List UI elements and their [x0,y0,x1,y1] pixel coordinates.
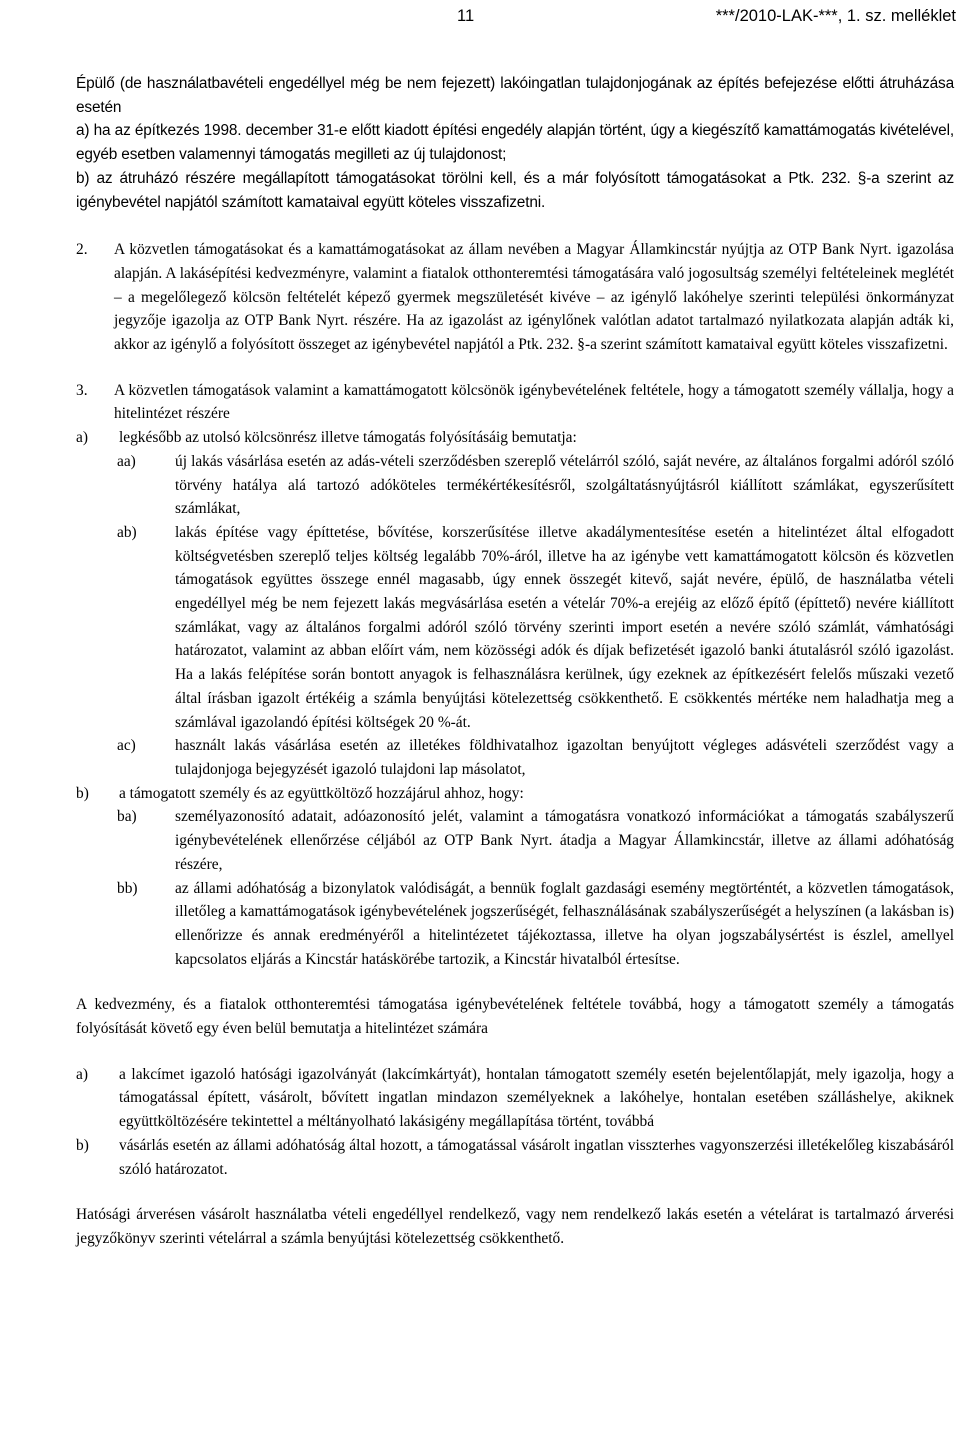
section-3-item-ab [76,521,954,734]
item-text: új lakás vásárlása esetén az adás-vételi szerződésben szereplő vételárról szóló, saját nevére, az általános forgalmi adóról szóló törvény hatálya alá tartozó adóköteles termékértékesítésről, szolgáltatásnyújtásról kiállított számlákat, egyszerűsített számlákat, [175,452,954,518]
section-3-item-bb [76,877,954,972]
item-label: a) [76,1065,88,1083]
item-label: a) [76,429,88,447]
item-text: legkésőbb az utolsó kölcsönrész illetve támogatás folyósításáig bemutatja: [119,429,577,447]
kedvezmeny-paragraph: A kedvezmény, és a fiatalok otthonteremtési támogatása igénybevételének feltétele továbbá, hogy a támogatott személy a támogatás folyósítását követő egy éven belül bemutatja a hitelintézet számára [76,996,954,1038]
intro-item-a: a) ha az építkezés 1998. december 31-e előtt kiadott építési engedély alapján történt, úgy a kiegészítő kamattámogatás kivételével, egyéb esetben valamennyi támogatás megilleti az új tulajdonost; [76,122,954,164]
section-3 [76,379,954,972]
item-label: b) [76,784,89,802]
item-text: az állami adóhatóság a bizonylatok valódiságát, a bennük foglalt gazdasági esemény megtörténtét, a közvetlen támogatások, illetőleg a kamattámogatások igénybevételének jogszerűségét, felhasználásának szabályszerűségét a helyszínen (a lakásban is) ellenőrizze és annak eredményéről a hitelintézetet tájékoztassa, illetve ha olyan jogszabálysértést is észlel, amellyel kapcsolatos eljárás a Kincstár hatáskörébe tartozik, a Kincstár hivatalból értesítse. [175,879,954,968]
intro-paragraph: Épülő (de használatbavételi engedéllyel még be nem fejezett) lakóingatlan tulajdonjogának az építés befejezése előtti átruházása esetén [76,75,954,116]
item-label: ba) [117,808,137,826]
intro-section [76,72,954,214]
hatosagi-paragraph: Hatósági árverésen vásárolt használatba vételi engedéllyel rendelkező, vagy nem rendelkező lakás esetén a vételárat is tartalmazó árverési jegyzőkönyv szerinti vételárral a számla benyújtási kötelezettség csökkenthető. [76,1206,954,1247]
item-label: ac) [117,737,136,755]
kedvezmeny-item-b [76,1134,954,1181]
intro-item-b: b) az átruházó részére megállapított támogatásokat törölni kell, és a már folyósított támogatásokat a Ptk. 232. §-a szerint az igénybevétel napjától számított kamataival együtt köteles visszafizetni. [76,169,954,211]
item-label: b) [76,1136,89,1154]
kedvezmeny-list [76,1063,954,1182]
item-text: a lakcímet igazoló hatósági igazolványát (lakcímkártyát), hontalan támogatott személy esetén bejelentőlapját, mely igazolja, hogy a támogatással épített, vásárolt, bővített ingatlan mindazon személyeknek a lakóhelye, hontalan esetében szálláshelye, akiknek együttköltözésére tekintettel a méltányolható lakásigény megállapítása történt, továbbá [119,1065,954,1131]
section-3-item-aa [76,450,954,521]
item-text: személyazonosító adatait, adóazonosító jelét, valamint a támogatásra vonatkozó információkat a támogatás szabályszerű igénybevételének ellenőrzése céljából az OTP Bank Nyrt. átadja a Magyar Államkincstár, illetve az állami adóhatóság részére, [175,808,954,873]
section-3-item-ac [76,734,954,781]
item-text: a támogatott személy és az együttköltöző hozzájárul ahhoz, hogy: [119,784,524,802]
item-label: bb) [117,879,138,897]
section-3-item-ba [76,805,954,876]
section-3-item-a [76,426,954,450]
annex-reference: ***/2010-LAK-***, 1. sz. melléklet [715,7,956,25]
item-text: lakás építése vagy építtetése, bővítése, korszerűsítése illetve akadálymentesítése esetén a hitelintézet által elfogadott költségvetésben szereplő teljes költség legalább 70%-áról, illetve ha az igénybe vett kamattámogatott kölcsön és közvetlen támogatások együttes összege ennél magasabb, úgy ennek összegét kitevő, saját nevére, épülő, de használatba vételi engedéllyel még be nem fejezett lakás megvásárlása esetén a vételár 70%-a erejéig az előző építő (építtető) nevére kiállított számlákat, vagy az általános forgalmi adóról szóló törvény szerinti import esetén a nevére szóló számlát, vámhatósági határozatot, valamint az abban előírt vám, nem közösségi adók és díjak befizetését igazoló banki átutalásról szóló igazolást. Ha a lakás felépítése során bontott anyagok is felhasználásra kerülnek, úgy ezeknek az építkezésért felelős műszaki vezető által írásban igazolt értékéig a számla benyújtási kötelezettség csökkenthető. E csökkentés mértéke nem haladhatja meg a számlával igazolandó építési költségek 20 %-át. [175,523,954,731]
page-header [0,5,960,29]
item-label: aa) [117,452,136,470]
kedvezmeny-item-a [76,1063,954,1134]
section-2 [76,238,954,357]
section-3-item-b [76,782,954,806]
item-text: használt lakás vásárlása esetén az illetékes földhivatalhoz igazoltan benyújtott végleges adásvételi szerződést vagy a tulajdonjoga bejegyzését igazoló tulajdoni lap másolatot, [175,737,954,778]
section-text: A közvetlen támogatásokat és a kamattámogatásokat az állam nevében a Magyar Államkincstár nyújtja az OTP Bank Nyrt. igazolása alapján. A lakásépítési kedvezményre, valamint a fiatalok otthonteremtési támogatására való jogosultság személyi feltételeinek meglétét – a megelőlegező kölcsön feltételét képező gyermek megszületését kivéve – az igénylő lakóhelye szerinti települési önkormányzat jegyzője igazolja az OTP Bank Nyrt. részére. Ha az igazolást az igénylőnek valótlan adatot tartalmazó nyilatkozata alapján adták ki, akkor az igénylő a folyósított összeget az igénybevétel napjától a Ptk. 232. §-a szerint számított kamataival együtt köteles visszafizetni. [114,241,954,354]
section-number: 3. [76,381,88,399]
section-number: 2. [76,241,88,259]
item-text: vásárlás esetén az állami adóhatóság által hozott, a támogatással vásárolt ingatlan visszterhes vagyonszerzési illetékelőleg kiszabásáról szóló határozatot. [119,1136,954,1178]
document-body [76,72,954,1251]
page-number: 11 [457,7,475,25]
item-label: ab) [117,523,137,541]
section-text: A közvetlen támogatások valamint a kamattámogatott kölcsönök igénybevételének feltétele, hogy a támogatott személy vállalja, hogy a hitelintézet részére [114,381,954,423]
